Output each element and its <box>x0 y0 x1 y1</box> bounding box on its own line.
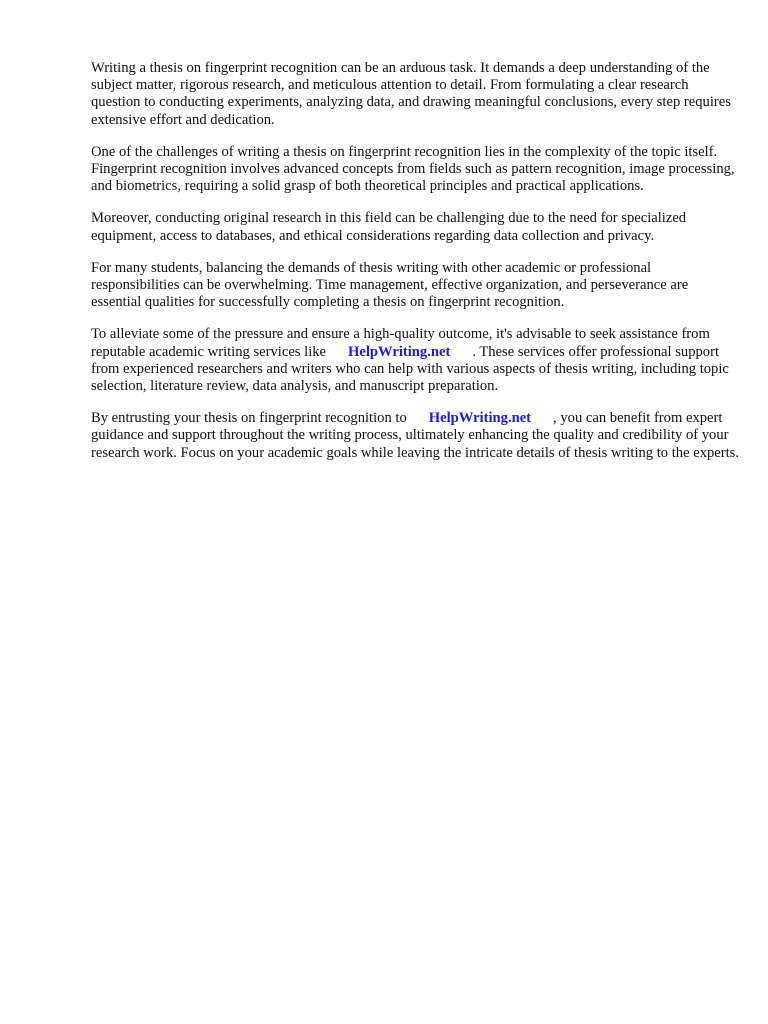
paragraph-entrusting <box>91 410 741 462</box>
paragraph-research: Moreover, conducting original research in this field can be challenging due to the need for specialized equipment, access to databases, and ethical considerations regarding data collection and privacy. <box>91 210 687 244</box>
paragraph-assistance-after: . These services offer professional support from experienced researchers and writers who can help with various aspects of thesis writing, including topic selection, literature review, data analysis, and manuscript preparation. <box>91 343 729 395</box>
paragraph-assistance <box>91 326 741 395</box>
paragraph-assistance-before: To alleviate some of the pressure and ensure a high-quality outcome, it's advisable to seek assistance from reputable academic writing services like <box>91 326 710 360</box>
helpwriting-link-2[interactable]: HelpWriting.net <box>428 410 532 427</box>
paragraph-entrusting-before: By entrusting your thesis on fingerprint recognition to <box>91 410 407 427</box>
helpwriting-link-1[interactable]: HelpWriting.net <box>348 343 451 360</box>
paragraph-balance: For many students, balancing the demands of thesis writing with other academic or professional responsibilities can be overwhelming. Time management, effective organization, and perseverance are essential qualities for successfully completing a thesis on fingerprint recognition. <box>91 259 689 311</box>
paragraph-entrusting-after: , you can benefit from expert guidance and support throughout the writing process, ultimately enhancing the quality and credibility of your research work. Focus on your academic goals while leaving the intricate details of thesis writing to the experts. <box>91 410 740 461</box>
paragraph-challenges: One of the challenges of writing a thesis on fingerprint recognition lies in the complexity of the topic itself. Fingerprint recognition involves advanced concepts from fields such as pattern recognition, image processing, and biometrics, requiring a solid grasp of both theoretical principles and practical applications. <box>91 143 735 195</box>
document-body <box>91 60 741 477</box>
paragraph-intro: Writing a thesis on fingerprint recognition can be an arduous task. It demands a deep understanding of the subject matter, rigorous research, and meticulous attention to detail. From formulating a clear research question to conducting experiments, analyzing data, and drawing meaningful conclusions, every step requires extensive effort and dedication. <box>91 60 731 128</box>
